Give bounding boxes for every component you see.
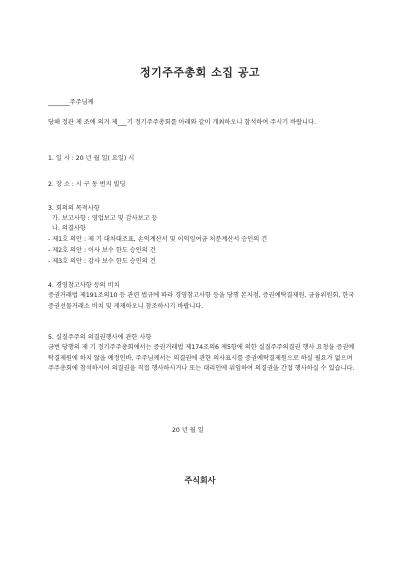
section-location: 2. 장 소 : 시 구 동 번지 빌딩 (48, 181, 126, 188)
section-voting-heading: 5. 실질주주의 의결권행사에 관한 사항 (48, 334, 152, 341)
intro-paragraph: 당해 정관 제 조에 의거 제___기 정기주주총회를 아래와 같이 개최하오니 참석하여 주시기 바랍니다. (48, 119, 316, 126)
section-reference-body: 증권거래법 제191조의10 등 관련 법규에 따라 경영참고사항 등을 당행 본지점, 증권예탁결제원, 금융위원회, 한국증권선물거래소 비치 및 게재하오니 참조하시기 바랍니다. (48, 292, 355, 310)
section-reference-heading: 4. 경영참고사항 등의 비치 (48, 282, 120, 289)
agenda-item-3: - 제3호 의안 : 감사 보수 한도 승인의 건 (48, 258, 156, 265)
company-name: 주식회사 (184, 476, 216, 485)
notice-date: 20 년 월 일 (172, 427, 204, 434)
recipient-line: _______주주님께 (48, 99, 94, 106)
section-datetime: 1. 일 시 : 20 년 월 일( 요일) 시 (48, 155, 135, 162)
section-voting-body: 금번 당행의 제 기 정기주주총회에서는 증권거래법 제174조의6 제5항에 의한 실질주주의결권 행사 요청을 증권예탁결제원에 하지 않을 예정인바, 주주님께서는 의결권에 관한 의사표시를 증권예탁결제원으로 하실 필요가 없으며 주주총회에 참석하시어 의결권을 직접 행사하시거나 또는 대리인에 위임하여 의결권을 간접 행사하실 수 있습니다. (48, 344, 355, 372)
agenda-item-2: - 제2호 의안 : 이사 보수 한도 승인의 건 (48, 247, 156, 254)
agenda-resolution-items: 나. 의결사항 (52, 225, 86, 232)
agenda-item-1: - 제1호 의안 : 제 기 대차대조표, 손익계산서 및 이익잉여금 처분계산서 승인의 건 (48, 236, 268, 243)
agenda-report-items: 가. 보고사항 : 영업보고 및 감사보고 등 (52, 215, 158, 222)
document-title: 정기주주총회 소집 공고 (140, 66, 260, 79)
section-agenda-heading: 3. 회의의 목적사항 (48, 205, 100, 212)
